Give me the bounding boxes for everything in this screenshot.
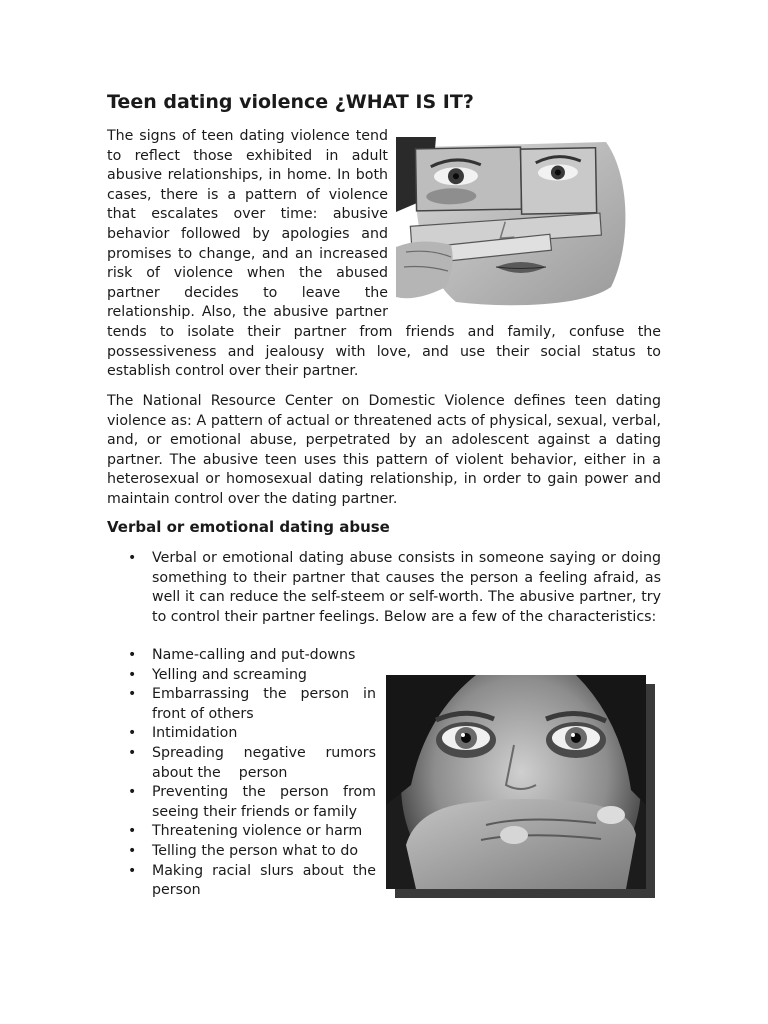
list-item: • Verbal or emotional dating abuse consists in someone saying or doing something to their partner that causes the person a feeling afraid, as well it can reduce the self-steem or self-worth. The abusive partner, try to control their partner feelings. Below are a few of the characteristics: bbox=[128, 549, 661, 627]
intro-paragraph: The signs of teen dating violence tend to reflect those exhibited in adult abusive relationships, in home. In both cases, there is a pattern of violence that escalates over time: abusive behavior followed by apologies and promises to change, and an increased risk of violence when the abused partner decides to leave the relationship. Also, the abusive partner tends to isolate their partner from friends and family, confuse the possessiveness and jealousy with love, and use their social status to establish control over their partner. bbox=[107, 128, 661, 380]
list-item: • Making racial slurs about the person bbox=[128, 862, 376, 901]
list-item: • Telling the person what to do bbox=[128, 842, 376, 862]
fragmented-face-photo bbox=[396, 137, 661, 307]
section-heading: Verbal or emotional dating abuse bbox=[107, 518, 390, 536]
page-title: Teen dating violence ¿WHAT IS IT? bbox=[107, 91, 474, 113]
covered-mouth-photo bbox=[386, 675, 646, 889]
list-item: • Spreading negative rumors about the person bbox=[128, 744, 376, 783]
characteristics-list bbox=[128, 646, 381, 901]
list-item: • Embarrassing the person in front of others bbox=[128, 685, 376, 724]
list-item: • Threatening violence or harm bbox=[128, 822, 376, 842]
list-item: • Preventing the person from seeing their friends or family bbox=[128, 783, 376, 822]
list-item: • Intimidation bbox=[128, 724, 376, 744]
intro-list bbox=[128, 549, 661, 627]
list-item: • Yelling and screaming bbox=[128, 666, 376, 686]
intro-paragraph-block bbox=[107, 127, 661, 382]
list-item: • Name-calling and put-downs bbox=[128, 646, 376, 666]
definition-paragraph: The National Resource Center on Domestic Violence defines teen dating violence as: A pattern of actual or threatened acts of physical, sexual, verbal, and, or emotional abuse, perpetrated by an adolescent against a dating partner. The abusive teen uses this pattern of violent behavior, either in a heterosexual or homosexual dating relationship, in order to gain power and maintain control over the dating partner. bbox=[107, 393, 661, 507]
